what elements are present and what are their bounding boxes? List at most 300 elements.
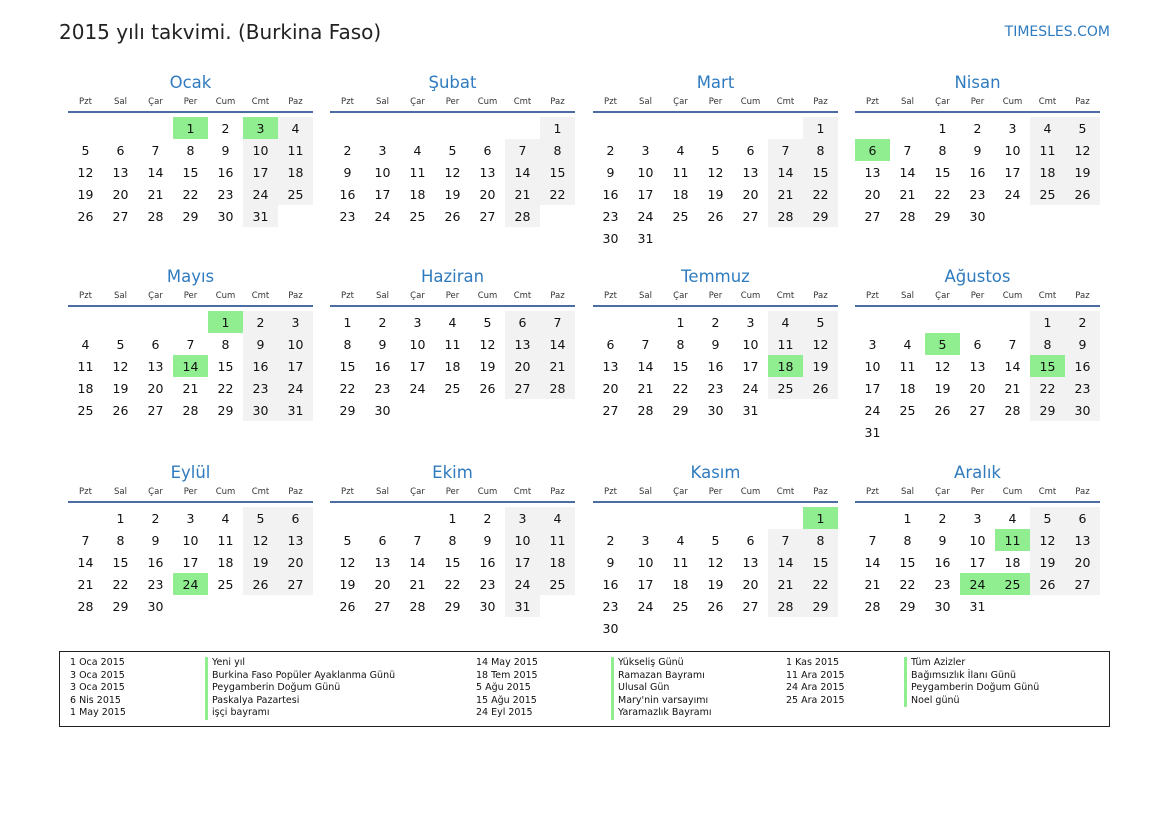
- weekday-label: Pzt: [604, 487, 617, 497]
- day-grid: [68, 311, 313, 421]
- day-cell: 13: [864, 164, 881, 180]
- weekend-day: 3: [505, 507, 540, 529]
- weekend-day: 19: [803, 355, 838, 377]
- day-cell: 23: [934, 576, 951, 592]
- empty-cell: [103, 117, 138, 139]
- holiday-name: Noel günü: [904, 695, 960, 708]
- day-cell: 8: [938, 142, 947, 158]
- day-cell: 4: [1008, 510, 1017, 526]
- day-cell: 11: [217, 532, 234, 548]
- day-cell: 16: [479, 554, 496, 570]
- empty-cell: [138, 117, 173, 139]
- empty-cell: [138, 311, 173, 333]
- day-cell: 5: [711, 532, 720, 548]
- day-cell: 26: [339, 598, 356, 614]
- day-cell: 27: [374, 598, 391, 614]
- month-calendar: [593, 267, 838, 421]
- weekend-day: 26: [803, 377, 838, 399]
- empty-cell: [768, 117, 803, 139]
- weekend-day: 9: [1065, 333, 1100, 355]
- weekend-day: 5: [1065, 117, 1100, 139]
- day-cell: 10: [637, 164, 654, 180]
- day-cell: 30: [147, 598, 164, 614]
- weekday-label: Cum: [477, 487, 498, 497]
- empty-cell: [628, 507, 663, 529]
- weekend-day: 15: [803, 161, 838, 183]
- empty-cell: [960, 311, 995, 333]
- weekend-day: 15: [540, 161, 575, 183]
- holiday-name: Peygamberin Doğum Günü: [904, 682, 1039, 695]
- day-cell: 14: [637, 358, 654, 374]
- weekday-label: Paz: [550, 291, 565, 301]
- weekday-label: Çar: [935, 291, 950, 301]
- month-name: Haziran: [420, 267, 485, 286]
- weekday-label: Per: [708, 97, 723, 107]
- day-cell: 22: [672, 380, 689, 396]
- weekday-label: Cmt: [513, 97, 532, 107]
- day-cell: 20: [969, 380, 986, 396]
- day-cell: 27: [112, 208, 129, 224]
- day-cell: 29: [339, 402, 356, 418]
- day-cell: 23: [602, 208, 619, 224]
- weekend-day: 5: [243, 507, 278, 529]
- day-cell: 8: [903, 532, 912, 548]
- day-cell: 25: [217, 576, 234, 592]
- weekend-day: 24: [243, 183, 278, 205]
- day-cell: 28: [77, 598, 94, 614]
- day-cell: 21: [77, 576, 94, 592]
- weekend-day: 14: [540, 333, 575, 355]
- weekend-day: 18: [540, 551, 575, 573]
- day-cell: 30: [969, 208, 986, 224]
- day-cell: 31: [637, 230, 654, 246]
- day-cell: 31: [864, 424, 881, 440]
- day-cell: 13: [479, 164, 496, 180]
- holiday-date: 15 Ağu 2015: [476, 694, 537, 706]
- empty-cell: [435, 117, 470, 139]
- day-cell: 13: [112, 164, 129, 180]
- month-calendar: [68, 73, 313, 227]
- weekend-day: 25: [278, 183, 313, 205]
- day-cell: 6: [483, 142, 492, 158]
- holiday-date: 25 Ara 2015: [786, 694, 845, 706]
- day-cell: 13: [147, 358, 164, 374]
- day-cell: 2: [606, 532, 615, 548]
- empty-cell: [733, 117, 768, 139]
- weekday-label: Pzt: [79, 291, 92, 301]
- holiday-date: 24 Eyl 2015: [476, 707, 533, 719]
- day-cell: 20: [374, 576, 391, 592]
- weekday-label: Cum: [740, 291, 761, 301]
- weekday-label: Sal: [901, 487, 914, 497]
- day-cell: 1: [116, 510, 125, 526]
- day-cell: 26: [444, 208, 461, 224]
- weekend-day: 4: [278, 117, 313, 139]
- month-calendar: [68, 463, 313, 617]
- day-cell: 25: [672, 598, 689, 614]
- weekday-label: Çar: [935, 97, 950, 107]
- day-grid: [330, 311, 575, 421]
- weekend-day: 20: [505, 355, 540, 377]
- day-cell: 9: [221, 142, 230, 158]
- day-grid: [593, 507, 838, 639]
- empty-cell: [628, 311, 663, 333]
- weekday-label: Cum: [740, 487, 761, 497]
- weekend-day: 6: [278, 507, 313, 529]
- empty-cell: [890, 117, 925, 139]
- weekend-day: 17: [278, 355, 313, 377]
- day-cell: 25: [899, 402, 916, 418]
- day-cell: 14: [147, 164, 164, 180]
- day-cell: 21: [409, 576, 426, 592]
- weekend-day: 25: [1030, 183, 1065, 205]
- day-cell: 18: [409, 186, 426, 202]
- weekday-label: Çar: [673, 487, 688, 497]
- day-cell: 20: [479, 186, 496, 202]
- weekend-day: 5: [1030, 507, 1065, 529]
- empty-cell: [365, 507, 400, 529]
- month-name: Temmuz: [681, 267, 750, 286]
- holiday-day: 15: [1030, 355, 1065, 377]
- weekday-label: Per: [970, 487, 985, 497]
- weekday-label: Pzt: [866, 97, 879, 107]
- day-cell: 16: [707, 358, 724, 374]
- weekday-header: [855, 291, 1100, 307]
- day-cell: 10: [969, 532, 986, 548]
- day-cell: 24: [864, 402, 881, 418]
- weekend-day: 16: [243, 355, 278, 377]
- weekday-label: Per: [708, 487, 723, 497]
- empty-cell: [733, 507, 768, 529]
- day-cell: 20: [742, 186, 759, 202]
- day-cell: 12: [77, 164, 94, 180]
- weekday-label: Cmt: [251, 97, 270, 107]
- weekend-day: 13: [505, 333, 540, 355]
- weekday-label: Çar: [148, 487, 163, 497]
- day-cell: 3: [413, 314, 422, 330]
- month-name: Nisan: [954, 73, 1001, 92]
- holiday-date: 14 May 2015: [476, 657, 538, 668]
- day-cell: 28: [864, 598, 881, 614]
- day-cell: 26: [707, 598, 724, 614]
- day-cell: 27: [864, 208, 881, 224]
- day-cell: 30: [374, 402, 391, 418]
- day-cell: 7: [868, 532, 877, 548]
- day-cell: 11: [672, 164, 689, 180]
- weekend-day: 10: [243, 139, 278, 161]
- day-cell: 5: [116, 336, 125, 352]
- weekday-label: Cmt: [776, 97, 795, 107]
- weekday-label: Per: [183, 291, 198, 301]
- day-cell: 3: [868, 336, 877, 352]
- weekday-label: Paz: [550, 487, 565, 497]
- empty-cell: [890, 311, 925, 333]
- day-cell: 14: [864, 554, 881, 570]
- weekend-day: 29: [803, 205, 838, 227]
- weekday-header: [330, 97, 575, 113]
- weekday-label: Pzt: [341, 97, 354, 107]
- holiday-name: Ramazan Bayramı: [611, 670, 705, 683]
- empty-cell: [663, 507, 698, 529]
- holiday-day: 1: [173, 117, 208, 139]
- weekend-day: 2: [1065, 311, 1100, 333]
- weekend-day: 8: [803, 139, 838, 161]
- weekday-label: Sal: [639, 97, 652, 107]
- weekday-label: Cmt: [776, 291, 795, 301]
- day-cell: 30: [707, 402, 724, 418]
- weekday-header: [68, 97, 313, 113]
- day-cell: 2: [606, 142, 615, 158]
- weekend-day: 1: [803, 117, 838, 139]
- day-cell: 1: [448, 510, 457, 526]
- weekend-day: 2: [243, 311, 278, 333]
- day-cell: 10: [1004, 142, 1021, 158]
- weekday-label: Cmt: [251, 487, 270, 497]
- day-cell: 13: [602, 358, 619, 374]
- day-grid: [593, 311, 838, 421]
- weekday-label: Per: [970, 291, 985, 301]
- day-cell: 10: [742, 336, 759, 352]
- weekday-header: [68, 291, 313, 307]
- empty-cell: [768, 507, 803, 529]
- day-cell: 16: [217, 164, 234, 180]
- day-cell: 6: [151, 336, 160, 352]
- day-cell: 22: [217, 380, 234, 396]
- weekend-day: 12: [243, 529, 278, 551]
- day-cell: 29: [182, 208, 199, 224]
- day-cell: 7: [186, 336, 195, 352]
- day-cell: 30: [934, 598, 951, 614]
- day-cell: 22: [899, 576, 916, 592]
- day-cell: 17: [182, 554, 199, 570]
- weekend-day: 11: [768, 333, 803, 355]
- weekend-day: 12: [1065, 139, 1100, 161]
- weekend-day: 4: [1030, 117, 1065, 139]
- day-cell: 10: [374, 164, 391, 180]
- day-cell: 27: [969, 402, 986, 418]
- day-cell: 9: [711, 336, 720, 352]
- day-cell: 1: [676, 314, 685, 330]
- page-title: 2015 yılı takvimi. (Burkina Faso): [59, 20, 382, 44]
- day-cell: 12: [934, 358, 951, 374]
- day-cell: 25: [444, 380, 461, 396]
- day-cell: 27: [479, 208, 496, 224]
- empty-cell: [593, 117, 628, 139]
- weekday-label: Sal: [114, 291, 127, 301]
- day-cell: 7: [903, 142, 912, 158]
- holiday-date: 3 Oca 2015: [70, 669, 125, 681]
- day-cell: 16: [969, 164, 986, 180]
- day-cell: 14: [409, 554, 426, 570]
- day-cell: 20: [602, 380, 619, 396]
- day-cell: 30: [602, 230, 619, 246]
- weekend-day: 23: [1065, 377, 1100, 399]
- day-cell: 17: [374, 186, 391, 202]
- day-cell: 29: [217, 402, 234, 418]
- day-cell: 20: [147, 380, 164, 396]
- day-cell: 25: [672, 208, 689, 224]
- day-cell: 22: [339, 380, 356, 396]
- weekend-day: 24: [278, 377, 313, 399]
- day-cell: 8: [116, 532, 125, 548]
- day-cell: 11: [899, 358, 916, 374]
- month-name: Mart: [696, 73, 735, 92]
- day-cell: 15: [182, 164, 199, 180]
- weekend-day: 21: [505, 183, 540, 205]
- weekday-header: [855, 487, 1100, 503]
- day-cell: 25: [77, 402, 94, 418]
- day-cell: 15: [217, 358, 234, 374]
- day-cell: 2: [711, 314, 720, 330]
- day-cell: 11: [444, 336, 461, 352]
- empty-cell: [68, 311, 103, 333]
- day-cell: 15: [899, 554, 916, 570]
- day-cell: 22: [444, 576, 461, 592]
- day-cell: 24: [742, 380, 759, 396]
- weekday-label: Sal: [376, 97, 389, 107]
- day-cell: 28: [147, 208, 164, 224]
- empty-cell: [330, 117, 365, 139]
- weekend-day: 28: [768, 205, 803, 227]
- weekday-header: [855, 97, 1100, 113]
- day-cell: 20: [112, 186, 129, 202]
- day-cell: 9: [378, 336, 387, 352]
- weekend-day: 19: [1030, 551, 1065, 573]
- weekday-label: Pzt: [866, 291, 879, 301]
- day-grid: [593, 117, 838, 249]
- weekend-day: 19: [243, 551, 278, 573]
- weekday-label: Paz: [813, 291, 828, 301]
- empty-cell: [365, 117, 400, 139]
- day-cell: 17: [637, 576, 654, 592]
- weekday-label: Sal: [114, 97, 127, 107]
- day-cell: 16: [934, 554, 951, 570]
- day-cell: 16: [374, 358, 391, 374]
- brand-link[interactable]: TIMESLES.COM: [1004, 24, 1110, 40]
- month-name: Ağustos: [944, 267, 1011, 286]
- day-cell: 7: [413, 532, 422, 548]
- weekend-day: 14: [768, 551, 803, 573]
- empty-cell: [995, 311, 1030, 333]
- day-cell: 21: [147, 186, 164, 202]
- day-cell: 24: [374, 208, 391, 224]
- day-cell: 27: [602, 402, 619, 418]
- day-cell: 8: [676, 336, 685, 352]
- weekday-label: Paz: [550, 97, 565, 107]
- holiday-day: 6: [855, 139, 890, 161]
- day-cell: 21: [899, 186, 916, 202]
- weekday-label: Paz: [288, 97, 303, 107]
- day-cell: 7: [641, 336, 650, 352]
- holiday-date: 11 Ara 2015: [786, 669, 845, 681]
- holiday-date: 24 Ara 2015: [786, 682, 845, 694]
- holiday-name: Paskalya Pazartesi: [205, 695, 299, 708]
- weekday-label: Pzt: [79, 97, 92, 107]
- day-cell: 4: [903, 336, 912, 352]
- weekend-day: 19: [1065, 161, 1100, 183]
- day-cell: 2: [483, 510, 492, 526]
- weekday-label: Cmt: [1038, 291, 1057, 301]
- weekday-header: [593, 291, 838, 307]
- day-cell: 17: [409, 358, 426, 374]
- weekend-day: 13: [278, 529, 313, 551]
- weekday-label: Çar: [410, 291, 425, 301]
- weekday-label: Paz: [1075, 97, 1090, 107]
- weekend-day: 8: [1030, 333, 1065, 355]
- holiday-name: işçi bayramı: [205, 707, 270, 720]
- weekday-label: Cmt: [1038, 97, 1057, 107]
- day-cell: 21: [864, 576, 881, 592]
- day-cell: 22: [112, 576, 129, 592]
- day-cell: 15: [112, 554, 129, 570]
- day-cell: 13: [742, 554, 759, 570]
- empty-cell: [103, 311, 138, 333]
- day-cell: 30: [217, 208, 234, 224]
- day-cell: 16: [339, 186, 356, 202]
- weekday-label: Sal: [639, 487, 652, 497]
- day-cell: 12: [707, 554, 724, 570]
- day-cell: 7: [1008, 336, 1017, 352]
- weekend-day: 24: [505, 573, 540, 595]
- day-cell: 14: [1004, 358, 1021, 374]
- month-name: Kasım: [690, 463, 741, 482]
- day-cell: 4: [221, 510, 230, 526]
- day-cell: 17: [1004, 164, 1021, 180]
- day-cell: 1: [938, 120, 947, 136]
- holiday-day: 11: [995, 529, 1030, 551]
- weekend-day: 31: [505, 595, 540, 617]
- weekend-day: 16: [1065, 355, 1100, 377]
- day-cell: 24: [637, 598, 654, 614]
- holiday-name: Burkina Faso Popüler Ayaklanma Günü: [205, 670, 395, 683]
- day-cell: 28: [182, 402, 199, 418]
- day-cell: 1: [343, 314, 352, 330]
- holiday-date: 5 Ağu 2015: [476, 682, 531, 694]
- day-cell: 11: [409, 164, 426, 180]
- weekday-label: Paz: [813, 97, 828, 107]
- day-cell: 6: [746, 532, 755, 548]
- weekend-day: 26: [1065, 183, 1100, 205]
- day-cell: 12: [479, 336, 496, 352]
- weekday-label: Cum: [215, 97, 236, 107]
- day-cell: 8: [343, 336, 352, 352]
- empty-cell: [698, 507, 733, 529]
- day-cell: 23: [707, 380, 724, 396]
- weekday-label: Sal: [376, 291, 389, 301]
- day-cell: 23: [602, 598, 619, 614]
- holiday-legend: [59, 651, 1110, 727]
- day-cell: 17: [969, 554, 986, 570]
- day-cell: 17: [864, 380, 881, 396]
- day-cell: 30: [479, 598, 496, 614]
- day-cell: 13: [742, 164, 759, 180]
- empty-cell: [173, 311, 208, 333]
- holiday-name: Bağımsızlık İlanı Günü: [904, 670, 1016, 683]
- day-cell: 24: [637, 208, 654, 224]
- day-cell: 8: [448, 532, 457, 548]
- empty-cell: [505, 117, 540, 139]
- weekend-day: 12: [803, 333, 838, 355]
- holiday-date: 3 Oca 2015: [70, 682, 125, 694]
- weekday-label: Sal: [376, 487, 389, 497]
- day-cell: 6: [973, 336, 982, 352]
- holiday-name: Tüm Azizler: [904, 657, 965, 670]
- holiday-date: 1 Oca 2015: [70, 657, 125, 668]
- day-cell: 2: [151, 510, 160, 526]
- weekend-day: 30: [243, 399, 278, 421]
- weekday-header: [330, 291, 575, 307]
- day-cell: 17: [742, 358, 759, 374]
